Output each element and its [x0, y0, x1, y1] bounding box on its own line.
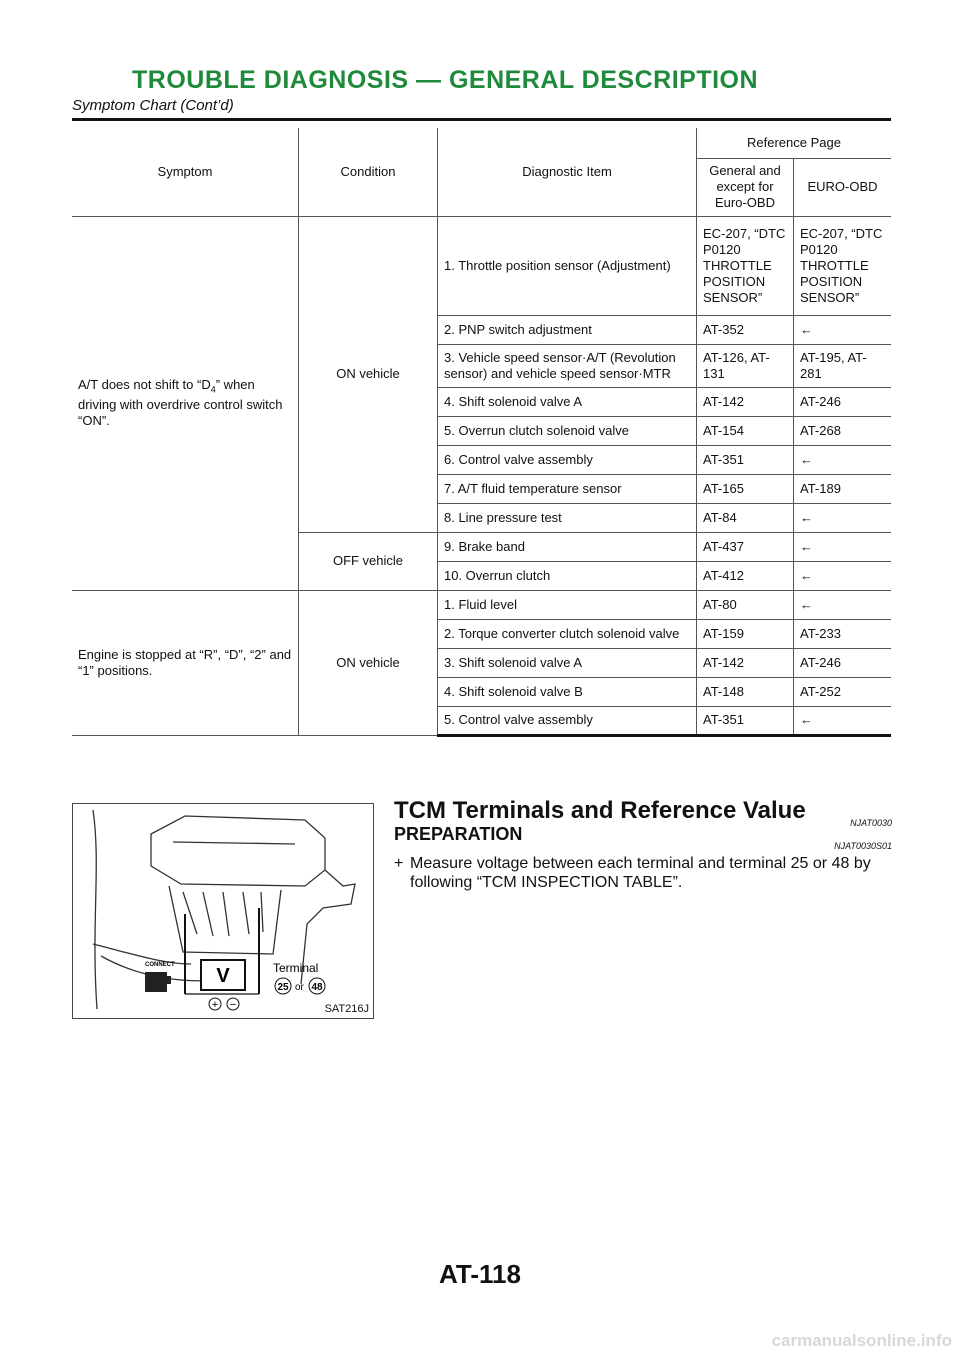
or-label: or: [295, 982, 304, 993]
symptom-chart-table: [72, 128, 891, 737]
general-ref: AT-351: [697, 445, 794, 474]
header-euro-obd: EURO-OBD: [794, 158, 892, 216]
diagnostic-item: 9. Brake band: [438, 532, 697, 561]
symptom-cell: Engine is stopped at “R”, “D”, “2” and “1” positions.: [72, 590, 299, 735]
general-ref: AT-148: [697, 677, 794, 706]
euro-ref: AT-189: [794, 474, 892, 503]
symptom-cell: A/T does not shift to “$D_4$” when driving with overdrive control switch “ON”.: [72, 216, 299, 590]
general-ref: AT-142: [697, 387, 794, 416]
header-condition: Condition: [299, 128, 438, 216]
euro-ref: ←: [794, 561, 892, 590]
figure-label: SAT216J: [324, 1003, 369, 1015]
header-diagnostic-item: Diagnostic Item: [438, 128, 697, 216]
euro-ref: AT-195, AT-281: [794, 344, 892, 387]
diagnostic-item: 8. Line pressure test: [438, 503, 697, 532]
diagnostic-item: 3. Vehicle speed sensor·A/T (Revolution sensor) and vehicle speed sensor·MTR: [438, 344, 697, 387]
diagnostic-item: 2. PNP switch adjustment: [438, 315, 697, 344]
diagnostic-item: 1. Fluid level: [438, 590, 697, 619]
condition-cell: OFF vehicle: [299, 532, 438, 590]
diagnostic-item: 6. Control valve assembly: [438, 445, 697, 474]
euro-ref: ←: [794, 315, 892, 344]
general-ref: AT-84: [697, 503, 794, 532]
table-row: [72, 216, 891, 315]
euro-ref: EC-207, “DTC P0120 THROTTLE POSITION SENSOR”: [794, 216, 892, 315]
footer-watermark: carmanualsonline.info: [771, 1331, 952, 1350]
tcm-illustration: [73, 804, 373, 1018]
voltmeter-label: V: [216, 965, 230, 987]
general-ref: AT-165: [697, 474, 794, 503]
general-ref: AT-142: [697, 648, 794, 677]
terminal-label: Terminal: [273, 961, 319, 975]
condition-cell: ON vehicle: [299, 590, 438, 735]
euro-ref: AT-233: [794, 619, 892, 648]
euro-ref: ←: [794, 590, 892, 619]
euro-ref: ←: [794, 503, 892, 532]
general-ref: AT-154: [697, 416, 794, 445]
section-title: TCM Terminals and Reference Value: [394, 797, 806, 824]
euro-ref: AT-246: [794, 648, 892, 677]
header-rule: [72, 118, 891, 121]
connect-label: CONNECT: [145, 962, 175, 968]
general-ref: AT-351: [697, 706, 794, 735]
terminal-25-label: 25: [277, 982, 289, 993]
terminal-48-label: 48: [311, 982, 323, 993]
svg-text:−: −: [229, 999, 237, 1011]
diagnostic-item: 5. Overrun clutch solenoid valve: [438, 416, 697, 445]
diagnostic-item: 4. Shift solenoid valve B: [438, 677, 697, 706]
euro-ref: AT-246: [794, 387, 892, 416]
diagnostic-item: 2. Torque converter clutch solenoid valve: [438, 619, 697, 648]
euro-ref: ←: [794, 445, 892, 474]
general-ref: EC-207, “DTC P0120 THROTTLE POSITION SENSOR”: [697, 216, 794, 315]
euro-ref: AT-252: [794, 677, 892, 706]
header-reference-page: Reference Page: [697, 128, 892, 158]
diagnostic-item: 7. A/T fluid temperature sensor: [438, 474, 697, 503]
euro-ref: ←: [794, 532, 892, 561]
euro-ref: ←: [794, 706, 892, 735]
euro-ref: AT-268: [794, 416, 892, 445]
diagnostic-item: 10. Overrun clutch: [438, 561, 697, 590]
diagnostic-item: 3. Shift solenoid valve A: [438, 648, 697, 677]
general-ref: AT-437: [697, 532, 794, 561]
bullet-marker: +: [394, 855, 404, 872]
preparation-code: NJAT0030S01: [834, 841, 892, 851]
general-ref: AT-80: [697, 590, 794, 619]
page-number: AT-118: [439, 1259, 521, 1289]
diagnostic-item: 1. Throttle position sensor (Adjustment): [438, 216, 697, 315]
header-symptom: Symptom: [72, 128, 299, 216]
preparation-title: PREPARATION: [394, 824, 523, 844]
tcm-measurement-figure: [72, 803, 374, 1019]
page-header-title: TROUBLE DIAGNOSIS — GENERAL DESCRIPTION: [132, 66, 759, 94]
diagnostic-item: 4. Shift solenoid valve A: [438, 387, 697, 416]
general-ref: AT-352: [697, 315, 794, 344]
page-header-subtitle: Symptom Chart (Cont’d): [72, 97, 234, 114]
general-ref: AT-412: [697, 561, 794, 590]
svg-text:+: +: [211, 999, 219, 1011]
general-ref: AT-159: [697, 619, 794, 648]
general-ref: AT-126, AT-131: [697, 344, 794, 387]
header-general: General and except for Euro-OBD: [697, 158, 794, 216]
section-code: NJAT0030: [850, 818, 892, 828]
diagnostic-item: 5. Control valve assembly: [438, 706, 697, 735]
condition-cell: ON vehicle: [299, 216, 438, 532]
bullet-text: Measure voltage between each terminal and terminal 25 or 48 by following “TCM INSPECTION TABLE”.: [410, 855, 871, 891]
table-row: [72, 590, 891, 619]
